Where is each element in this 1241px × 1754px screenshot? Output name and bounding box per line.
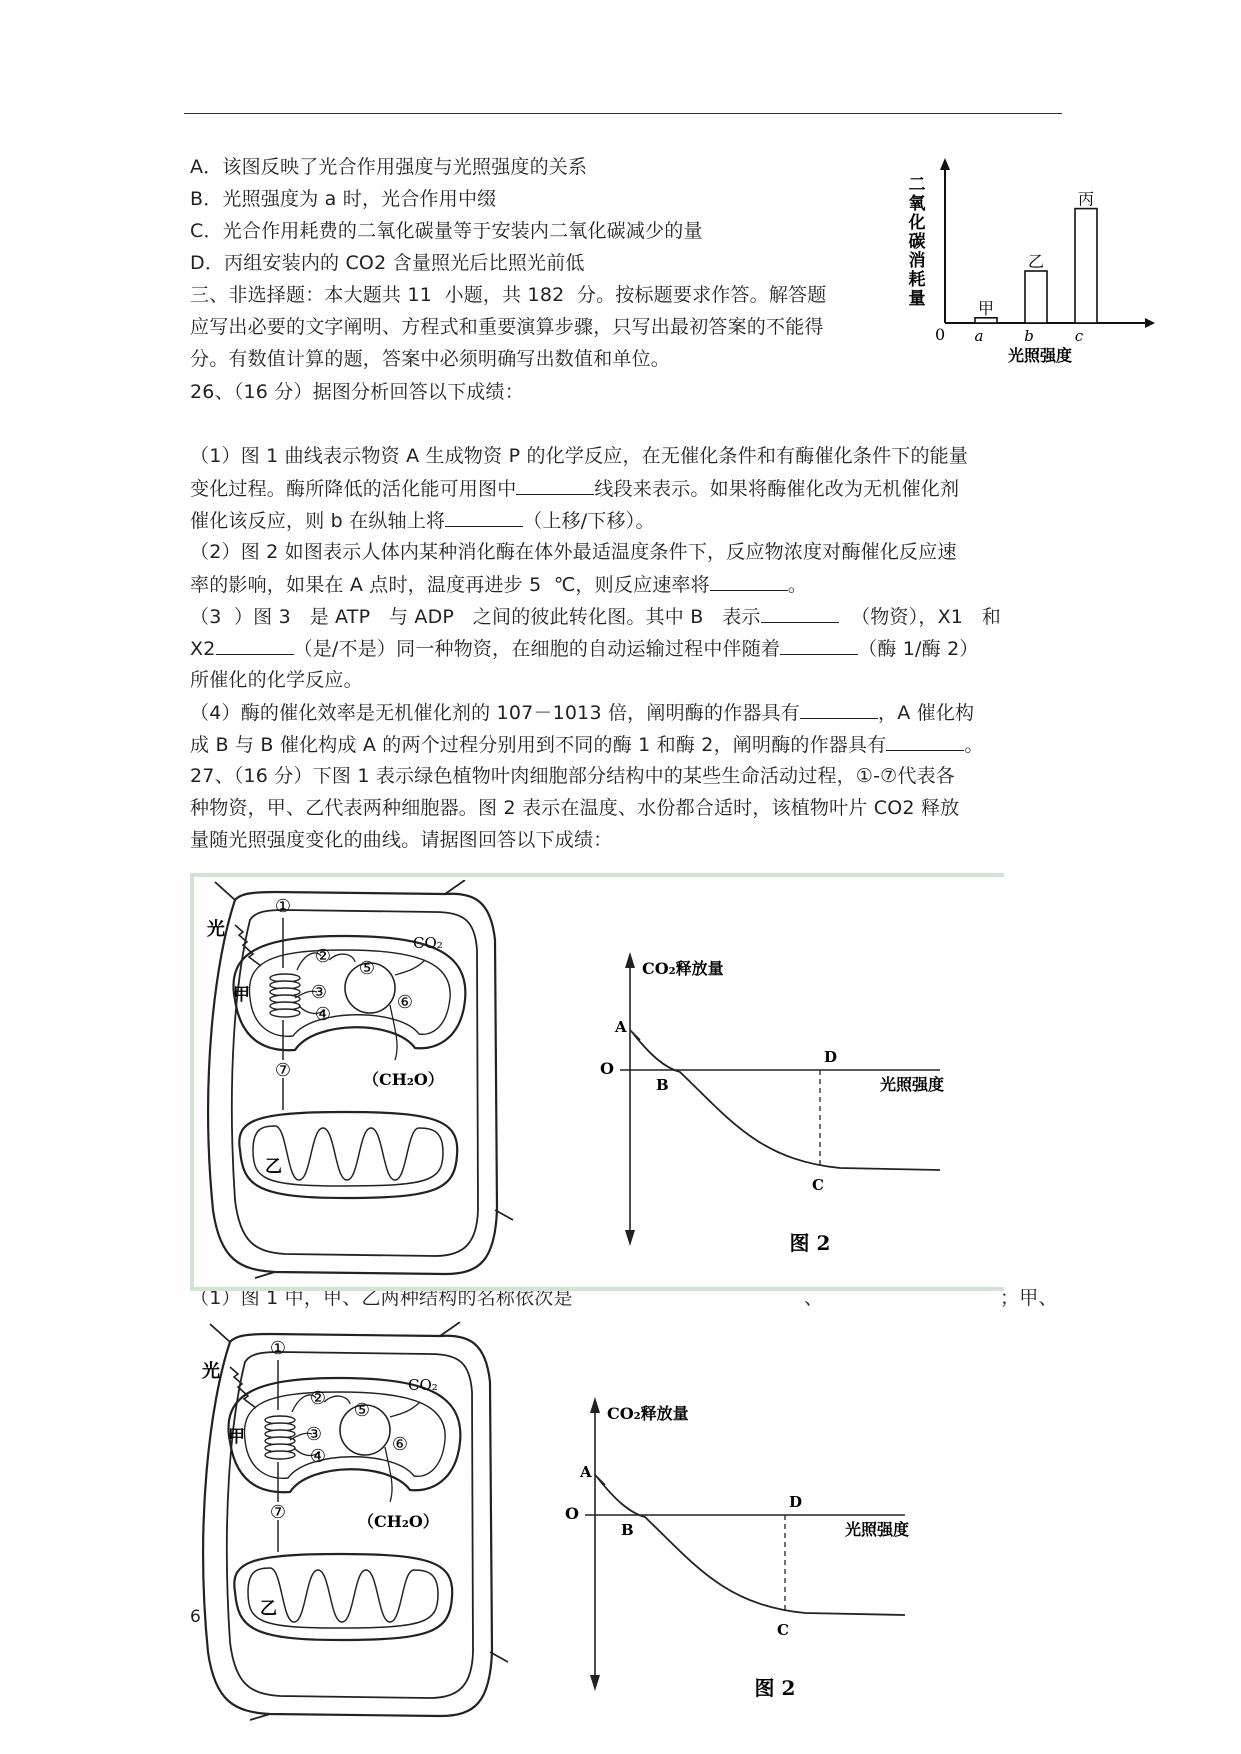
bar-label: 乙 — [1027, 252, 1045, 271]
light-label: 光 — [202, 1361, 220, 1382]
section3-line: 三、非选择题：本大题共 11 小题，共 182 分。按标题要求作答。解答题 — [190, 284, 827, 306]
q27-sub1: ；甲、 — [1000, 1287, 1058, 1309]
substance-number: ④ — [309, 1446, 327, 1467]
bar-category: b — [1024, 327, 1034, 345]
point-b-label: B — [621, 1521, 634, 1539]
substance-number: ① — [274, 896, 292, 917]
bar-xlabel: 光照强度 — [1008, 346, 1073, 365]
fig2-co2-curve — [580, 950, 980, 1260]
q26-p2: （2）图 2 如图表示人体内某种消化酶在体外最适温度条件下，反应物浓度对酶催化反应速 — [190, 541, 957, 563]
mitochondrion — [234, 1554, 452, 1640]
yi-label: 乙 — [260, 1599, 277, 1619]
answer-blank[interactable] — [710, 572, 788, 591]
option-d: D．丙组安装内的 CO2 含量照光后比照光前低 — [190, 252, 585, 274]
answer-blank[interactable] — [780, 636, 858, 655]
fig2-caption: 图 2 — [789, 1231, 831, 1255]
q26-p1: 变化过程。酶所降低的活化能可用图中 线段来表示。如果将酶催化改为无机催化剂 — [190, 478, 960, 500]
bar-ylabel-char: 消 — [908, 251, 926, 271]
bar — [975, 318, 997, 323]
substance-number: ⑦ — [274, 1060, 292, 1081]
bar-ylabel-char: 量 — [908, 289, 926, 309]
substance-number: ③ — [305, 1424, 323, 1445]
yi-label: 乙 — [265, 1157, 282, 1177]
section3-line: 应写出必要的文字阐明、方程式和重要演算步骤，只写出最初答案的不能得 — [190, 316, 824, 338]
point-b-label: B — [656, 1076, 669, 1094]
substance-number: ⑦ — [269, 1502, 287, 1523]
q27-line: 种物资，甲、乙代表两种细胞器。图 2 表示在温度、水份都合适时，该植物叶片 CO2 释放 — [190, 797, 960, 819]
point-c-label: C — [812, 1176, 824, 1194]
fig2-caption: 图 2 — [754, 1676, 796, 1700]
bar-ylabel-char: 二 — [908, 175, 926, 195]
bar — [1025, 271, 1047, 323]
light-label: 光 — [207, 919, 225, 940]
cell-wall — [203, 1334, 492, 1716]
ch2o-label: （CH₂O） — [358, 1512, 439, 1531]
answer-blank[interactable] — [216, 636, 294, 655]
cell-wall — [208, 892, 497, 1274]
substance-number: ② — [314, 946, 332, 967]
origin-label: O — [600, 1059, 614, 1078]
substance-number: ④ — [314, 1004, 332, 1025]
origin-label: O — [565, 1504, 579, 1523]
answer-blank[interactable] — [516, 476, 594, 495]
substance-number: ① — [269, 1338, 287, 1359]
point-c-label: C — [777, 1621, 789, 1639]
substance-number: ⑥ — [396, 992, 414, 1013]
fig2-xlabel: 光照强度 — [845, 1520, 910, 1539]
bar-ylabel-char: 氧 — [908, 194, 926, 214]
bar-category: a — [974, 327, 984, 345]
point-a-label: A — [615, 1018, 627, 1036]
substance-number: ⑤ — [358, 958, 376, 979]
q27-sub1: 、 — [804, 1287, 824, 1309]
co2-label: CO₂ — [413, 934, 443, 952]
point-a-label: A — [580, 1463, 592, 1481]
answer-blank[interactable] — [761, 604, 839, 623]
q26-p1: （1）图 1 曲线表示物资 A 生成物资 P 的化学反应，在无催化条件和有酶催化条件下的能量 — [190, 445, 969, 467]
bar-ylabel-char: 碳 — [908, 232, 926, 252]
substance-number: ⑥ — [391, 1434, 409, 1455]
point-d-label: D — [824, 1048, 838, 1066]
section3-line: 分。有数值计算的题，答案中必须明确写出数值和单位。 — [190, 348, 671, 370]
co2-label: CO₂ — [408, 1376, 438, 1394]
substance-number: ⑤ — [353, 1400, 371, 1421]
q26-p3: X2 （是/不是）同一种物资，在细胞的自动运输过程中伴随着 （酶 1/酶 2） — [190, 638, 979, 660]
substance-number: ② — [309, 1388, 327, 1409]
bar-origin: 0 — [935, 325, 946, 344]
option-b: B．光照强度为 a 时，光合作用中缀 — [190, 188, 497, 210]
fig1-cell-diagram — [190, 1322, 520, 1722]
fig1-cell-diagram — [195, 880, 525, 1280]
answer-blank[interactable] — [800, 700, 878, 719]
q26-p1: 催化该反应，则 b 在纵轴上将 （上移/下移）。 — [190, 510, 655, 532]
q26-p3: （3 ）图 3 是 ATP 与 ADP 之间的彼此转化图。其中 B 表示 （物资），X1 和 — [190, 606, 1002, 628]
substance-number: ③ — [310, 982, 328, 1003]
ch2o-label: （CH₂O） — [363, 1070, 444, 1089]
fig2-ylabel: CO₂释放量 — [607, 1404, 689, 1423]
bar-category: c — [1074, 327, 1084, 345]
bar-ylabel-char: 化 — [908, 213, 926, 233]
q26-p3: 所催化的化学反应。 — [190, 669, 363, 691]
fig2-xlabel: 光照强度 — [880, 1075, 945, 1094]
thylakoid — [270, 1009, 300, 1017]
option-a: A．该图反映了光合作用强度与光照强度的关系 — [190, 156, 588, 178]
thylakoid — [265, 1451, 295, 1459]
bar-chart — [905, 158, 1155, 373]
answer-blank[interactable] — [445, 508, 523, 527]
q27-line: 量随光照强度变化的曲线。请据图回答以下成绩： — [190, 829, 613, 851]
option-c: C．光合作用耗费的二氧化碳量等于安装内二氧化碳减少的量 — [190, 220, 703, 242]
jia-label: 甲 — [228, 1427, 245, 1447]
q26-p4: （4）酶的催化效率是无机催化剂的 107－1013 倍，阐明酶的作器具有 ，A 催化构 — [190, 702, 975, 724]
page-number: 6 — [190, 1607, 201, 1627]
answer-blank[interactable] — [886, 732, 964, 751]
bar-label: 丙 — [1077, 189, 1095, 209]
jia-label: 甲 — [233, 985, 250, 1005]
bar-ylabel-char: 耗 — [908, 270, 926, 290]
co2-curve — [632, 1032, 940, 1170]
co2-curve — [597, 1477, 905, 1615]
point-d-label: D — [789, 1493, 803, 1511]
header-rule — [184, 113, 1062, 114]
q26-p2: 率的影响，如果在 A 点时，温度再进步 5 ℃，则反应速率将 。 — [190, 574, 808, 596]
bar — [1075, 209, 1097, 323]
fig2-ylabel: CO₂释放量 — [642, 959, 724, 978]
mitochondrion — [239, 1112, 457, 1198]
q27-line: 27、（16 分）下图 1 表示绿色植物叶肉细胞部分结构中的某些生命活动过程，①-⑦代表各 — [190, 765, 955, 787]
bar-label: 甲 — [977, 298, 995, 318]
fig2-co2-curve — [545, 1395, 945, 1715]
q27-sub1: （1）图 1 中，甲、乙两种结构的名称依次是 — [190, 1287, 573, 1309]
q26-p4: 成 B 与 B 催化构成 A 的两个过程分别用到不同的酶 1 和酶 2，阐明酶的作器具有 。 — [190, 734, 984, 756]
q26-title: 26、（16 分）据图分析回答以下成绩： — [190, 381, 524, 403]
